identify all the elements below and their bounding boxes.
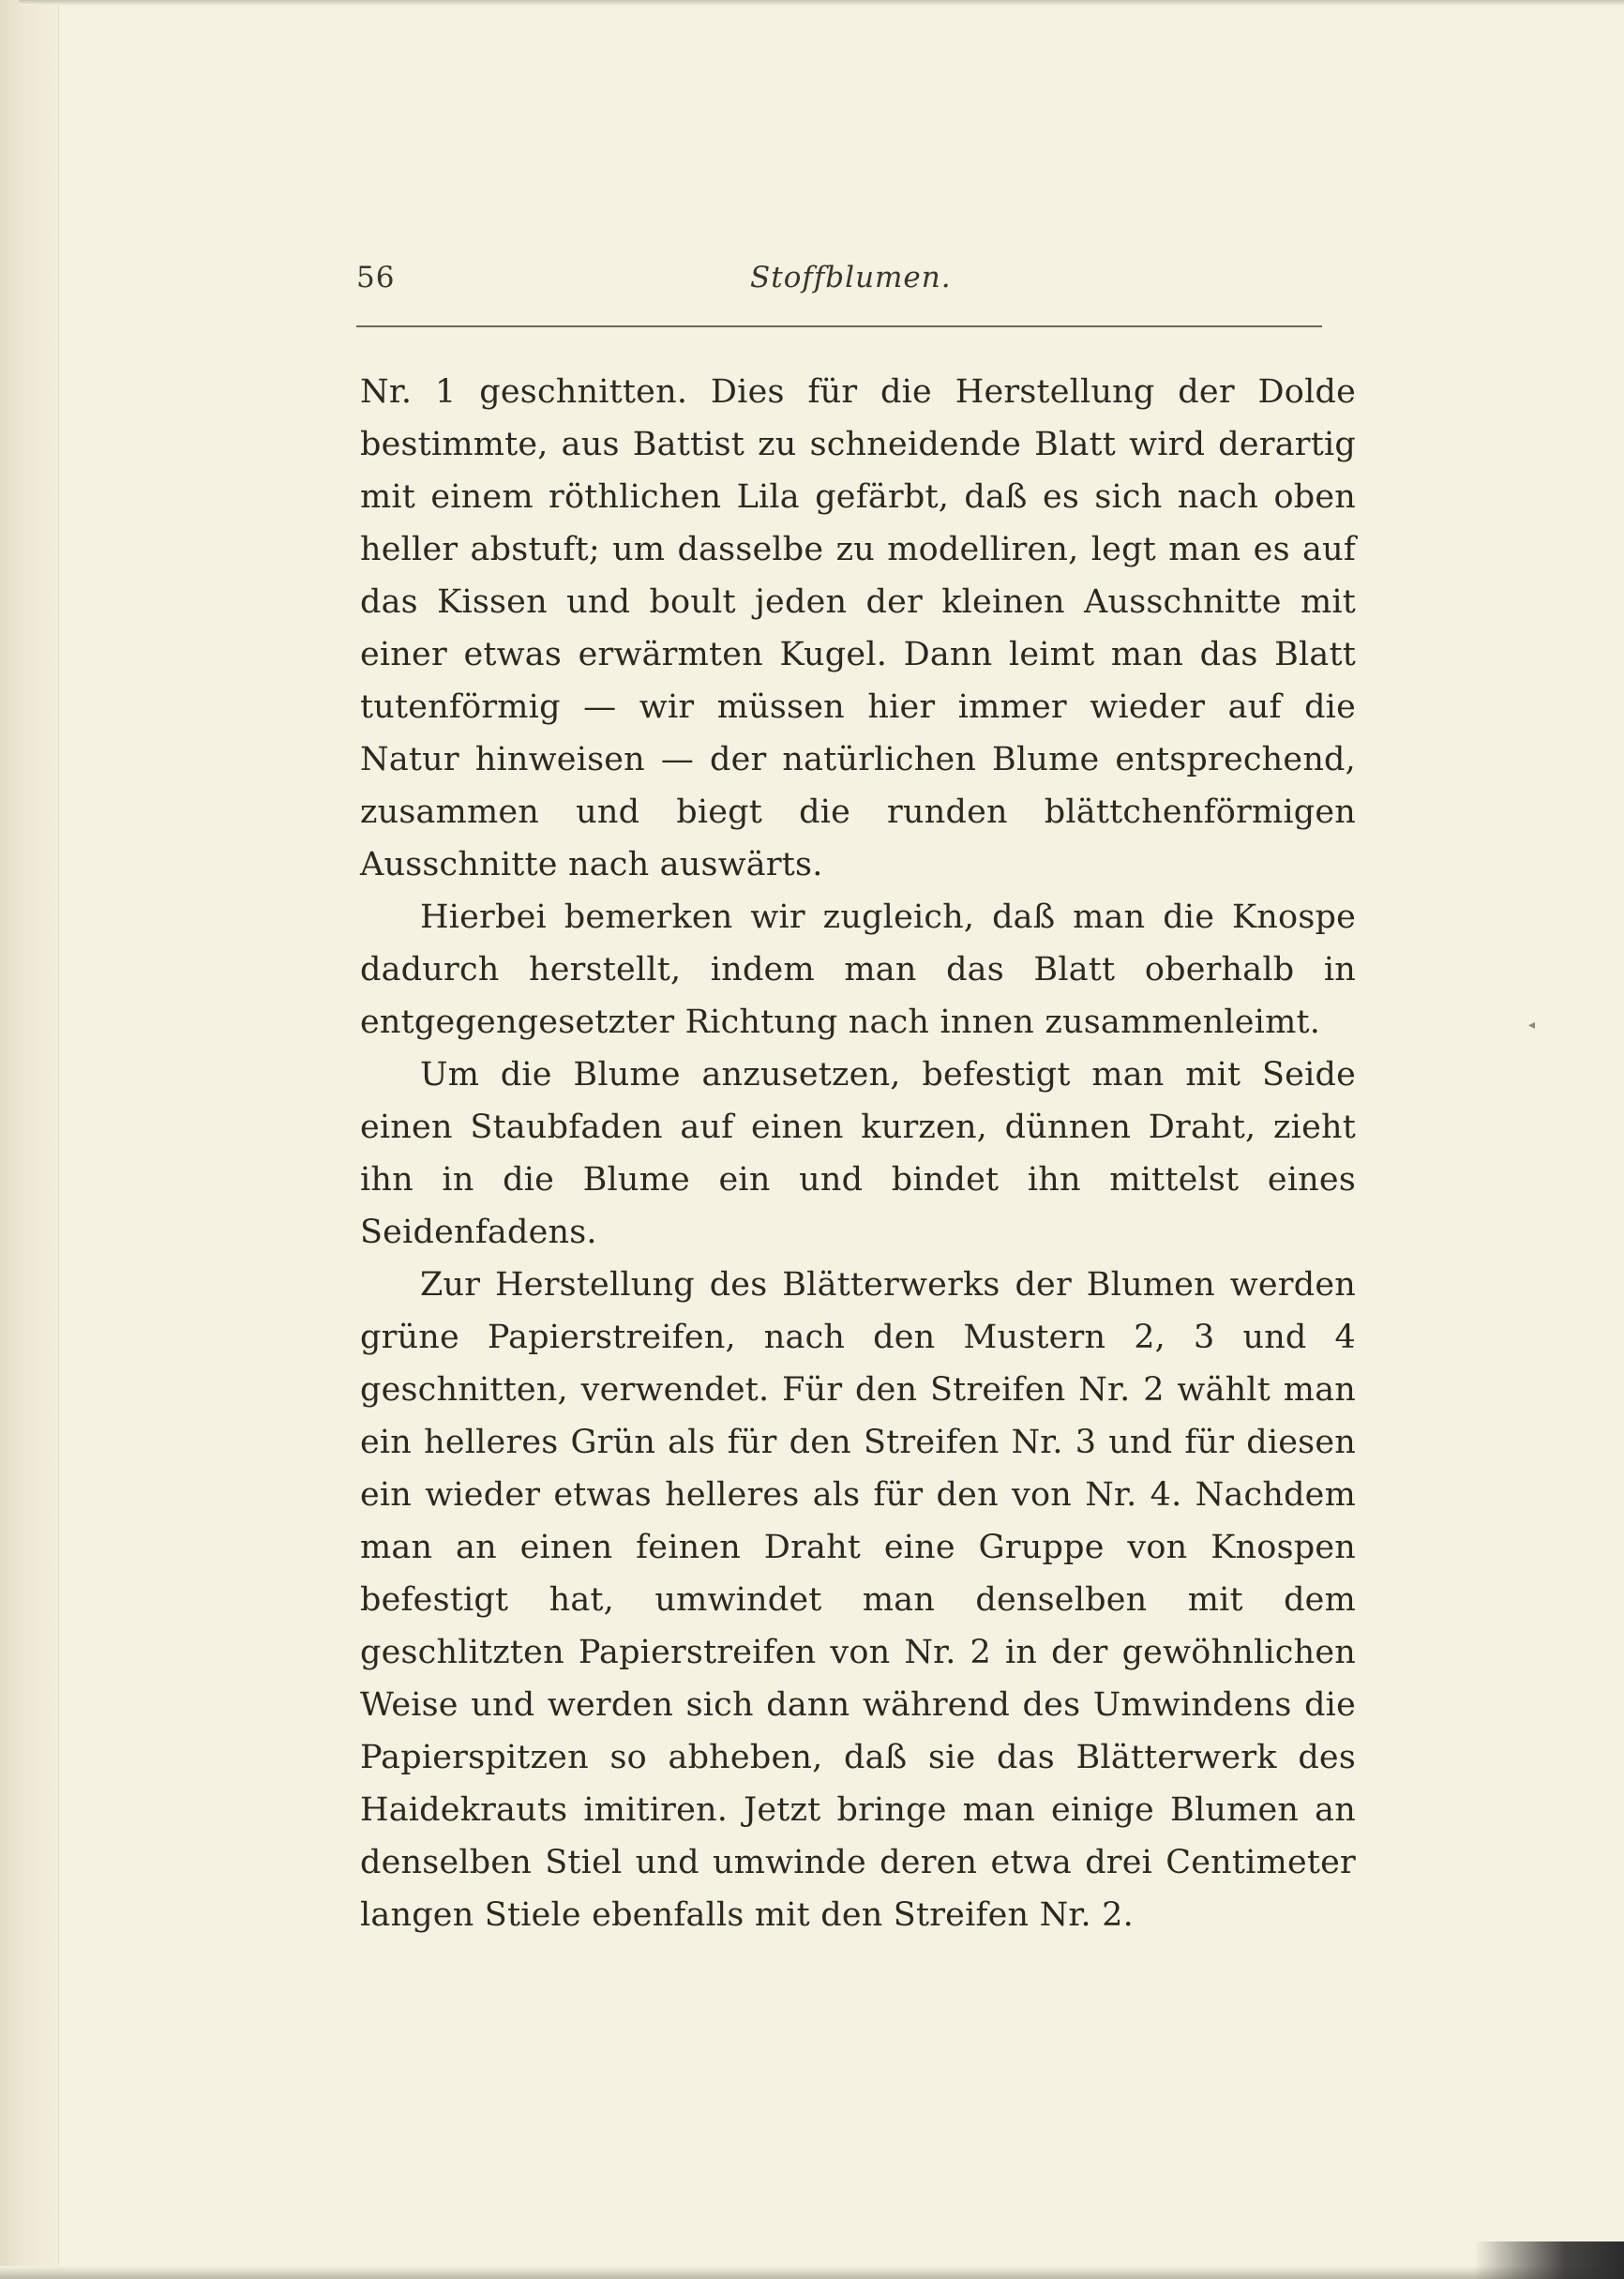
corner-shadow	[1474, 2241, 1624, 2279]
header-rule	[356, 325, 1322, 327]
running-title: Stoffblumen.	[750, 261, 952, 294]
page-header	[356, 261, 1322, 308]
top-edge-shadow	[19, 0, 1624, 6]
paragraph-1: Nr. 1 geschnitten. Dies für die Herstellung der Dolde bestimmte, aus Battist zu schneidende Blatt wird derartig mit einem röthlichen Lila gefärbt, daß es sich nach oben heller abstuft; um dasselbe zu modelliren, legt man es auf das Kissen und boult jeden der kleinen Ausschnitte mit einer etwas erwärmten Kugel. Dann leimt man das Blatt tutenförmig — wir müssen hier immer wieder auf die Natur hinweisen — der natürlichen Blume entsprechend, zusammen und biegt die runden blättchenförmigen Ausschnitte nach auswärts.	[360, 373, 1356, 883]
body-text	[360, 366, 1356, 1941]
bottom-edge-shadow	[0, 2266, 1624, 2279]
paragraph-3: Um die Blume anzusetzen, befestigt man mit Seide einen Staubfaden auf einen kurzen, dünnen Draht, zieht ihn in die Blume ein und bindet ihn mittelst eines Seidenfadens.	[360, 1056, 1356, 1251]
binding-edge	[0, 0, 59, 2279]
page-number: 56	[356, 261, 396, 294]
paragraph-2: Hierbei bemerken wir zugleich, daß man die Knospe dadurch herstellt, indem man das Blatt oberhalb in entgegengesetzter Richtung nach innen zusammenleimt.	[360, 898, 1356, 1041]
margin-speck: ◂	[1528, 1018, 1536, 1033]
paragraph-4: Zur Herstellung des Blätterwerks der Blumen werden grüne Papierstreifen, nach den Mustern 2, 3 und 4 geschnitten, verwendet. Für den Streifen Nr. 2 wählt man ein helleres Grün als für den Streifen Nr. 3 und für diesen ein wieder etwas helleres als für den von Nr. 4. Nachdem man an einen feinen Draht eine Gruppe von Knospen befestigt hat, umwindet man denselben mit dem geschlitzten Papierstreifen von Nr. 2 in der gewöhnlichen Weise und werden sich dann während des Umwindens die Papierspitzen so abheben, daß sie das Blätterwerk des Haidekrauts imitiren. Jetzt bringe man einige Blumen an denselben Stiel und umwinde deren etwa drei Centimeter langen Stiele ebenfalls mit den Streifen Nr. 2.	[360, 1266, 1356, 1934]
